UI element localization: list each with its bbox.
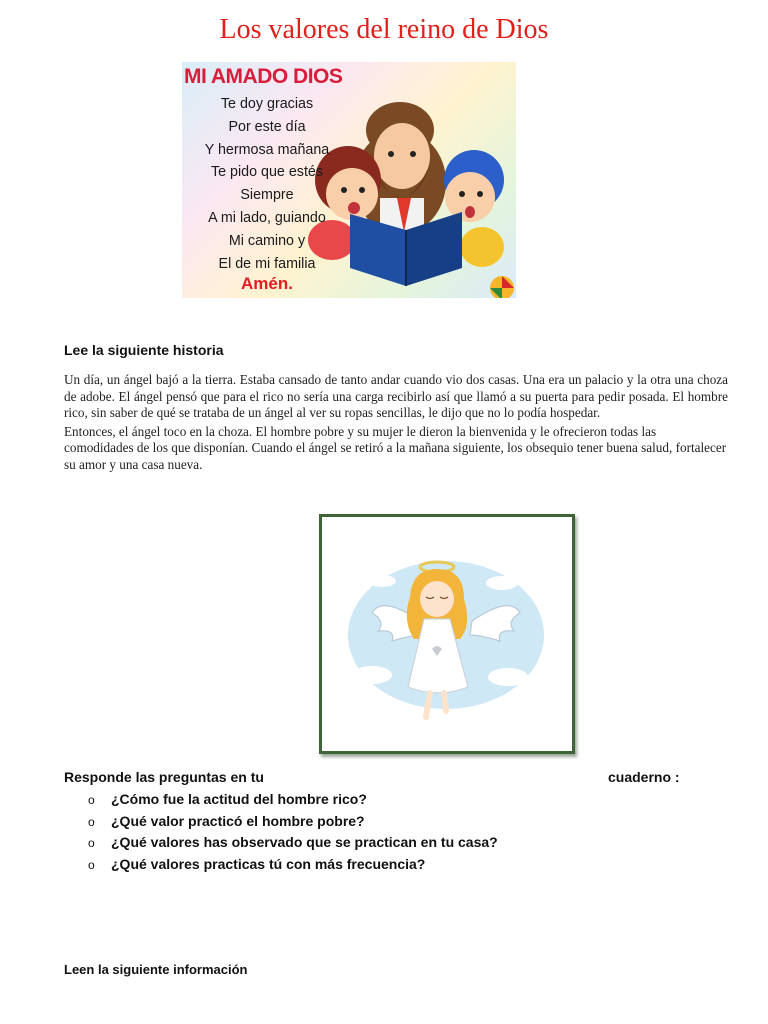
prayer-line: El de mi familia — [218, 255, 316, 272]
questions-intro — [64, 769, 688, 785]
bullet-icon: o — [88, 836, 95, 850]
story-heading: Lee la siguiente historia — [64, 342, 224, 358]
angel-illustration — [322, 517, 572, 751]
page-title: Los valores del reino de Dios — [219, 14, 549, 45]
question-text: ¿Qué valores practicas tú con más frecuencia? — [111, 855, 426, 872]
prayer-lines — [196, 93, 338, 275]
prayer-line: Te doy gracias — [220, 96, 314, 112]
story-paragraph: Un día, un ángel bajó a la tierra. Estaba cansado de tanto andar cuando vio dos casas. Una era un palacio y la otra una choza de adobe. El ángel pensó que para el rico no sería una carga recibirlo así que llamó a su puerta para pedir posada. El hombre rico, sin saber de qué se trataba de un ángel al ver su ropas sencillas, le dijo que no lo podía hospedar. — [64, 372, 728, 421]
prayer-amen: Amén. — [241, 274, 293, 293]
questions-intro-part-2: cuaderno : — [608, 769, 680, 785]
list-item — [88, 791, 498, 813]
list-item — [88, 856, 498, 878]
prayer-heading: MI AMADO DIOS — [184, 65, 343, 88]
list-item — [88, 813, 498, 835]
angel-image — [319, 514, 575, 754]
prayer-line: Mi camino y — [228, 232, 306, 249]
prayer-line: A mi lado, guiando — [208, 209, 326, 226]
bullet-icon: o — [88, 793, 95, 807]
questions-list — [88, 791, 498, 877]
questions-intro-part-1: Responde las preguntas en tu — [64, 769, 264, 785]
story-text — [64, 372, 728, 474]
story-paragraph: Entonces, el ángel toco en la choza. El hombre pobre y su mujer le dieron la bienvenida y le ofrecieron todas las comodidades de los que disponían. Cuando el ángel se retiró a la mañana siguiente, los obsequio tener buena salud, fortalecer su amor y una casa nueva. — [64, 423, 727, 472]
bullet-icon: o — [88, 857, 95, 872]
question-text: ¿Qué valores has observado que se practican en tu casa? — [111, 834, 498, 850]
bullet-icon: o — [88, 814, 95, 829]
prayer-line: Siempre — [240, 187, 294, 204]
prayer-line: Y hermosa mañana — [204, 141, 330, 158]
prayer-image — [182, 62, 516, 298]
question-text: ¿Qué valor practicó el hombre pobre? — [111, 812, 365, 829]
prayer-line: Te pido que estés — [210, 164, 324, 181]
footer-heading: Leen la siguiente información — [64, 962, 248, 977]
question-text: ¿Cómo fue la actitud del hombre rico? — [111, 791, 367, 807]
prayer-line: Por este día — [228, 118, 306, 135]
list-item — [88, 834, 498, 856]
